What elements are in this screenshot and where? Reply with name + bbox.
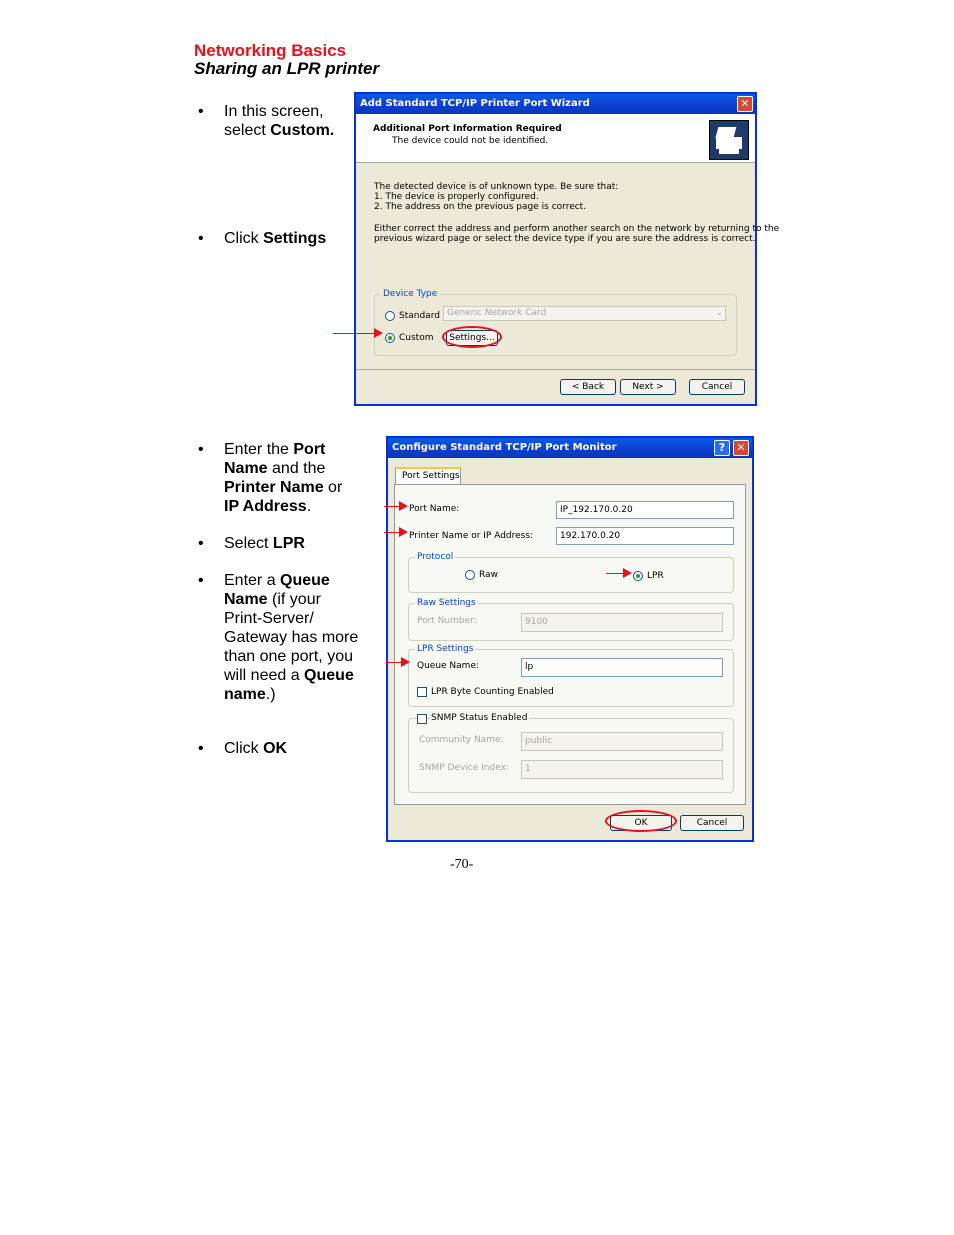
tab-panel <box>394 484 746 805</box>
arrow-to-port-name-icon <box>384 506 400 507</box>
protocol-group <box>408 552 734 593</box>
wizard-header-panel <box>356 114 755 163</box>
wizard-body-line-1: The detected device is of unknown type. Be sure that: <box>374 182 619 192</box>
port-name-input[interactable]: IP_192.170.0.20 <box>556 501 734 519</box>
printer-address-label: Printer Name or IP Address: <box>409 531 534 541</box>
bullet-icon: • <box>198 103 204 120</box>
raw-settings-group <box>408 598 734 641</box>
arrow-to-queue-name-icon <box>386 662 402 663</box>
port-wizard-dialog <box>354 92 780 406</box>
bullet-icon: • <box>198 740 204 757</box>
next-button[interactable]: Next > <box>620 379 676 395</box>
snmp-label[interactable]: SNMP Status Enabled <box>431 713 528 723</box>
printer-address-input[interactable]: 192.170.0.20 <box>556 527 734 545</box>
device-type-group <box>374 289 737 356</box>
device-type-select: Generic Network Card ⌄ <box>443 306 726 321</box>
cancel-button[interactable]: Cancel <box>680 815 744 831</box>
chevron-down-icon: ⌄ <box>715 308 723 318</box>
wizard-footer-divider <box>356 369 755 370</box>
back-button[interactable]: < Back <box>560 379 616 395</box>
community-name-input: public <box>521 732 723 751</box>
queue-name-label: Queue Name: <box>417 661 480 671</box>
community-name-label: Community Name: <box>419 735 504 745</box>
wizard-body-line-3: 2. The address on the previous page is correct. <box>374 202 587 212</box>
bullet-icon: • <box>198 230 204 247</box>
standard-radio[interactable] <box>385 311 395 321</box>
device-type-title: Device Type <box>383 289 438 299</box>
bullet-icon: • <box>198 441 204 458</box>
byte-counting-label[interactable]: LPR Byte Counting Enabled <box>431 687 554 697</box>
section-heading: Networking Basics <box>194 41 347 60</box>
lpr-settings-group <box>408 644 734 707</box>
raw-label[interactable]: Raw <box>479 570 498 580</box>
wizard-body-line-4: Either correct the address and perform another search on the network by returning to the <box>374 224 780 234</box>
port-number-input: 9100 <box>521 613 723 632</box>
port-name-label: Port Name: <box>409 504 460 514</box>
arrow-to-lpr-icon <box>606 573 624 574</box>
ok-highlight-ring <box>605 810 677 832</box>
close-icon[interactable]: ✕ <box>733 440 749 456</box>
device-index-input: 1 <box>521 760 723 779</box>
help-icon[interactable]: ? <box>714 440 730 456</box>
lpr-label[interactable]: LPR <box>647 571 664 581</box>
custom-radio[interactable] <box>385 333 395 343</box>
lpr-radio[interactable] <box>633 571 643 581</box>
custom-label[interactable]: Custom <box>399 333 434 343</box>
printer-icon <box>709 120 749 160</box>
lpr-settings-title: LPR Settings <box>417 644 474 654</box>
bullet-icon: • <box>198 572 204 589</box>
tab-port-settings[interactable]: Port Settings <box>395 467 461 484</box>
page-number: -70- <box>450 857 474 872</box>
byte-counting-checkbox[interactable] <box>417 687 427 697</box>
protocol-title: Protocol <box>417 552 454 562</box>
settings-highlight-ring <box>442 326 502 348</box>
snmp-checkbox[interactable] <box>417 714 427 724</box>
wizard-body-line-2: 1. The device is properly configured. <box>374 192 539 202</box>
close-icon[interactable]: ✕ <box>737 96 753 112</box>
page-subtitle: Sharing an LPR printer <box>194 59 380 78</box>
wizard-subheading: The device could not be identified. <box>392 136 549 146</box>
wizard-title: Add Standard TCP/IP Printer Port Wizard <box>360 98 590 109</box>
arrow-to-custom-icon <box>333 333 375 334</box>
settings-button[interactable]: Settings... <box>446 330 498 346</box>
wizard-body-line-5: previous wizard page or select the device type if you are sure the address is correct. <box>374 234 756 244</box>
standard-label[interactable]: Standard <box>399 311 440 321</box>
port-monitor-dialog <box>386 436 754 842</box>
cancel-button[interactable]: Cancel <box>689 379 745 395</box>
raw-radio[interactable] <box>465 570 475 580</box>
snmp-group <box>408 713 734 793</box>
bullet-icon: • <box>198 535 204 552</box>
port-number-label: Port Number: <box>417 616 477 626</box>
queue-name-input[interactable]: lp <box>521 658 723 677</box>
device-index-label: SNMP Device Index: <box>419 763 509 773</box>
raw-settings-title: Raw Settings <box>417 598 476 608</box>
wizard-titlebar[interactable] <box>356 94 755 114</box>
ok-button[interactable]: OK <box>610 815 672 831</box>
monitor-titlebar[interactable] <box>388 438 752 458</box>
wizard-heading: Additional Port Information Required <box>373 124 562 134</box>
monitor-title: Configure Standard TCP/IP Port Monitor <box>392 442 617 453</box>
arrow-to-printer-address-icon <box>384 532 400 533</box>
